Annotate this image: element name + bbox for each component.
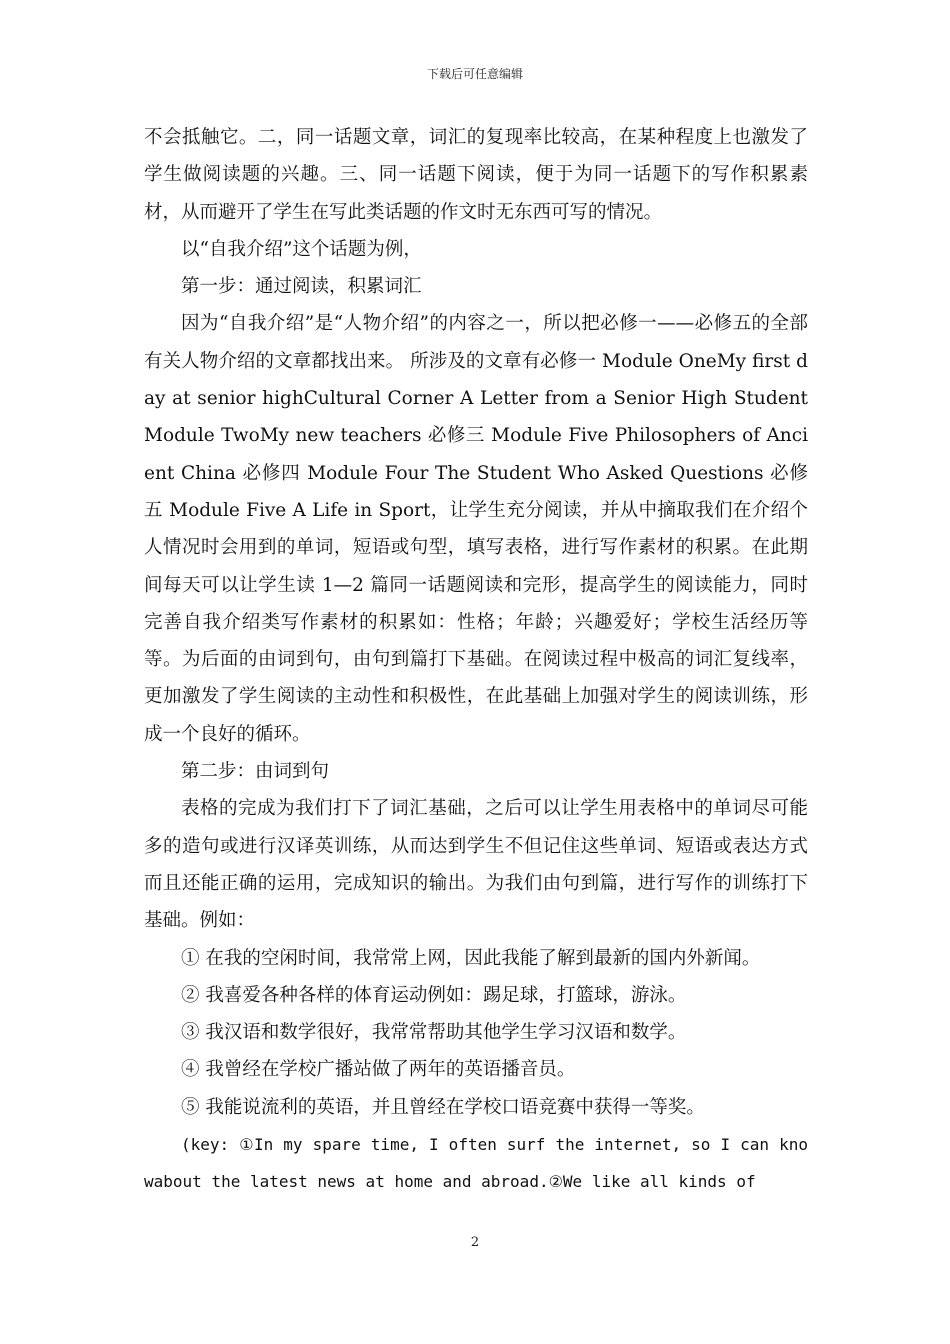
paragraph-2: 以“自我介绍”这个话题为例， xyxy=(181,238,422,260)
paragraph-1: 不会抵触它。二，同一话题文章，词汇的复现率比较高，在某种程度上也激发了学生做阅读题的兴趣。三、同一话题下阅读，便于为同一话题下的写作积累素材，从而避开了学生在写此类话题的作文时无东西可写的情况。 xyxy=(144,127,808,223)
paragraph-4: 因为“自我介绍”是“人物介绍”的内容之一，所以把必修一——必修五的全部有关人物介绍的文章都找出来。 所涉及的文章有必修一 Module OneMy first day at senior highCultural Corner A Letter from a Senior High Student Module TwoMy new teachers 必修三 Module Five Philosophers of Ancient China 必修四 Module Four The Student Who Asked Questions 必修五 Module Five A Life in Sport，让学生充分阅读，并从中摘取我们在介绍个人情况时会用到的单词，短语或句型，填写表格，进行写作素材的积累。在此期间每天可以让学生读 1—2 篇同一话题阅读和完形，提高学生的阅读能力，同时完善自我介绍类写作素材的积累如：性格；年龄；兴趣爱好；学校生活经历等等。为后面的由词到句，由句到篇打下基础。在阅读过程中极高的词汇复线率，更加激发了学生阅读的主动性和积极性，在此基础上加强对学生的阅读训练，形成一个良好的循环。 xyxy=(144,313,808,745)
example-2: ② 我喜爱各种各样的体育运动例如：踢足球，打篮球，游泳。 xyxy=(181,984,687,1006)
page-header: 下载后可任意编辑 xyxy=(426,67,523,81)
example-1: ① 在我的空闲时间，我常常上网，因此我能了解到最新的国内外新闻。 xyxy=(181,947,761,969)
example-3: ③ 我汉语和数学很好，我常常帮助其他学生学习汉语和数学。 xyxy=(181,1022,687,1044)
document-body xyxy=(144,119,808,1201)
paragraph-6: 表格的完成为我们打下了词汇基础，之后可以让学生用表格中的单词尽可能多的造句或进行汉译英训练，从而达到学生不但记住这些单词、短语或表达方式而且还能正确的运用，完成知识的输出。为我们由句到篇，进行写作的训练打下基础。例如： xyxy=(144,798,808,932)
example-5: ⑤ 我能说流利的英语，并且曾经在学校口语竞赛中获得一等奖。 xyxy=(181,1096,705,1118)
step-two-heading: 第二步：由词到句 xyxy=(181,761,330,783)
step-one-heading: 第一步：通过阅读，积累词汇 xyxy=(181,276,422,298)
page-number: 2 xyxy=(470,1235,480,1250)
example-4: ④ 我曾经在学校广播站做了两年的英语播音员。 xyxy=(181,1059,576,1081)
answer-key: (key: ①In my spare time, I often surf the internet, so I can knowabout the latest news at home and abroad.②We like all kinds of xyxy=(144,1135,808,1192)
